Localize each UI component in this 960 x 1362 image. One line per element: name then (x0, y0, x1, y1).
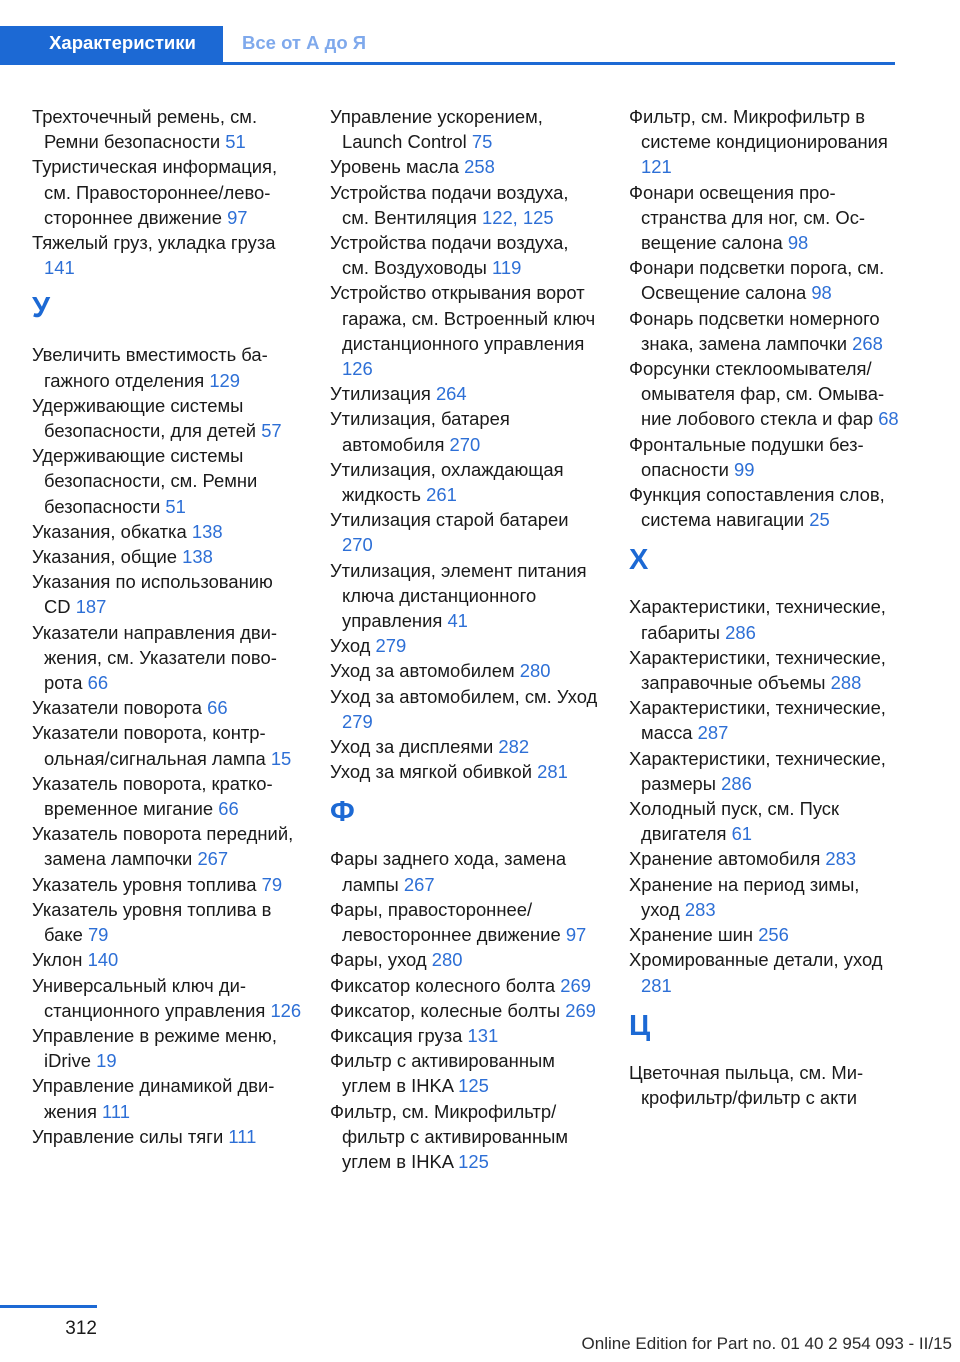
index-entry-text: Указатель поворота, кратковременное мигание (32, 772, 273, 820)
index-entry (629, 872, 899, 922)
index-letter-heading: Х (629, 544, 649, 577)
index-entry-text: Фары, уход (330, 949, 427, 971)
page-reference-link[interactable]: 111 (228, 1125, 257, 1147)
page-reference-link[interactable]: 267 (197, 848, 229, 870)
index-entry (330, 947, 600, 972)
index-entry (629, 306, 899, 356)
page-reference-link[interactable]: 256 (758, 924, 789, 946)
index-letter-heading: У (32, 292, 51, 325)
index-entry (330, 1023, 600, 1048)
index-entry (330, 104, 600, 154)
page-reference-link[interactable]: 138 (182, 546, 213, 568)
page-reference-link[interactable]: 258 (464, 156, 495, 178)
page-reference-link[interactable]: 141 (44, 257, 75, 279)
footer-rule (0, 1305, 97, 1308)
page-reference-link[interactable]: 288 (830, 672, 862, 694)
index-entry (330, 154, 600, 179)
index-entry (330, 457, 600, 507)
index-entry (629, 180, 899, 256)
page-reference-link[interactable]: 119 (491, 257, 522, 279)
page-reference-link[interactable]: 283 (684, 898, 716, 920)
index-entry (32, 620, 302, 696)
index-entry-text: Указатель уровня топлива в баке (32, 898, 272, 946)
index-entry-text: Утилизация, охлаждающая жидкость (330, 458, 564, 506)
index-entry-text: Фильтр, см. Микрофильтр в системе кондиционирования (629, 106, 888, 153)
page-reference-link[interactable]: 126 (342, 358, 373, 380)
index-letter-heading: Ф (330, 796, 355, 829)
page-reference-link[interactable]: 51 (225, 131, 246, 153)
index-column-1 (32, 104, 302, 1149)
index-entry-text: Фильтр с активированным углем в IHKA (330, 1050, 555, 1097)
page-reference-link[interactable]: 281 (641, 974, 672, 996)
index-entry-text: Удерживающие системы безопасности, см. Ремни безопасности (32, 445, 258, 517)
index-entry (629, 947, 899, 997)
index-entry-text: Указания по использованию CD (32, 571, 273, 618)
index-entry-text: Фонари подсветки порога, см. Освещение салона (629, 257, 885, 304)
index-entry (330, 998, 600, 1023)
page-reference-link[interactable]: 129 (209, 369, 241, 391)
index-entry (32, 154, 302, 230)
index-entry-text: Уход за автомобилем, см. Уход (330, 685, 598, 707)
index-entry (330, 846, 600, 896)
page-reference-link[interactable]: 57 (261, 420, 282, 442)
index-entry-text: Цветочная пыльца, см. Микрофильтр/фильтр с акти (629, 1061, 864, 1108)
page-reference-link[interactable]: 122, 125 (481, 206, 554, 228)
index-entry-text: Удерживающие системы безопасности, для детей (32, 394, 257, 442)
page-reference-link[interactable]: 97 (227, 206, 248, 228)
index-entry (32, 1073, 302, 1123)
page-number: 312 (65, 1318, 97, 1339)
page-reference-link[interactable]: 282 (498, 736, 530, 758)
index-entry-text: Хранение на период зимы, уход (629, 873, 860, 920)
index-entry (330, 507, 600, 557)
index-entry (330, 897, 600, 947)
page-reference-link[interactable]: 121 (641, 156, 672, 178)
index-entry-text: Тяжелый груз, укладка груза (32, 232, 276, 254)
index-entry-text: Фонарь подсветки номерного знака, замена лампочки (629, 307, 880, 354)
index-entry-text: Указатели поворота, контрольная/сигнальная лампа (32, 722, 266, 769)
index-entry (330, 658, 600, 683)
index-entry (629, 255, 899, 305)
page-reference-link[interactable]: 281 (537, 761, 568, 783)
index-entry (629, 104, 899, 180)
index-column-2 (330, 104, 600, 1174)
index-entry (629, 594, 899, 644)
page-reference-link[interactable]: 15 (270, 747, 292, 769)
index-entry (32, 872, 302, 897)
index-entry-text: Управление в режиме меню, iDrive (32, 1024, 277, 1072)
page-reference-link[interactable]: 19 (96, 1050, 117, 1072)
index-entry-text: Управление ускорением, Launch Control (330, 106, 543, 153)
index-entry-text: Управление силы тяги (32, 1125, 224, 1147)
index-entry (32, 947, 302, 972)
index-entry (330, 230, 600, 280)
index-entry-text: Форсунки стеклоомывателя/ омывателя фар, см. Омывание лобового стекла и фар (629, 358, 885, 430)
index-entry-text: Хромированные детали, уход (629, 949, 883, 971)
index-entry (629, 922, 899, 947)
index-entry-text: Утилизация, элемент питания ключа дистанционного управления (330, 559, 587, 632)
index-entry (330, 973, 600, 998)
index-entry-text: Характеристики, технические, заправочные объемы (629, 646, 886, 694)
page-reference-link[interactable]: 126 (270, 999, 302, 1021)
index-entry (32, 720, 302, 770)
index-entry-text: Утилизация старой батареи (330, 509, 569, 531)
index-entry-text: Фиксация груза (330, 1024, 463, 1046)
page-reference-link[interactable]: 270 (342, 534, 373, 556)
page-reference-link[interactable]: 286 (725, 621, 756, 643)
index-entry-text: Холодный пуск, см. Пуск двигателя (629, 798, 840, 845)
index-entry-text: Характеристики, технические, габариты (629, 596, 886, 643)
page-reference-link[interactable]: 261 (426, 484, 457, 506)
index-entry (629, 432, 899, 482)
page-reference-link[interactable]: 66 (87, 672, 109, 694)
page-reference-link[interactable]: 140 (87, 949, 119, 971)
index-entry (629, 1060, 899, 1110)
index-entry (32, 821, 302, 871)
page-reference-link[interactable]: 286 (721, 772, 752, 794)
index-entry-text: Устройства подачи воздуха, см. Вентиляция (330, 181, 569, 228)
page-reference-link[interactable]: 283 (825, 848, 857, 870)
page-reference-link[interactable]: 280 (519, 660, 551, 682)
index-column-3 (629, 104, 899, 1110)
page-reference-link[interactable]: 280 (431, 949, 463, 971)
tab-a-to-z[interactable]: Все от А до Я (242, 32, 367, 53)
index-entry-text: Указания, общие (32, 546, 177, 568)
page-reference-link[interactable]: 267 (403, 873, 435, 895)
index-entry (330, 280, 600, 381)
index-entry-text: Трехточечный ремень, см. Ремни безопасности (32, 106, 258, 153)
page-reference-link[interactable]: 98 (787, 232, 809, 254)
page-reference-link[interactable]: 75 (471, 131, 493, 153)
index-entry (629, 695, 899, 745)
index-entry (32, 1023, 302, 1073)
index-entry (32, 104, 302, 154)
index-entry-text: Утилизация, батарея автомобиля (330, 408, 510, 455)
index-entry (330, 381, 600, 406)
index-entry-text: Фронтальные подушки безопасности (629, 433, 864, 480)
edition-note: Online Edition for Part no. 01 40 2 954 093 - II/15 (581, 1334, 952, 1353)
index-entry-text: Уклон (32, 949, 83, 971)
tab-characteristics[interactable]: Характеристики (0, 26, 223, 62)
page-reference-link[interactable]: 25 (809, 509, 830, 531)
index-entry-text: Уход (330, 635, 371, 657)
page-reference-link[interactable]: 99 (734, 458, 755, 480)
page-reference-link[interactable]: 79 (261, 873, 283, 895)
index-entry-text: Увеличить вместимость багажного отделения (32, 344, 268, 391)
page-reference-link[interactable]: 111 (102, 1100, 130, 1122)
index-entry (629, 746, 899, 796)
index-letter-heading: Ц (629, 1009, 651, 1042)
index-entry (32, 519, 302, 544)
page-reference-link[interactable]: 61 (731, 823, 753, 845)
page-reference-link[interactable]: 268 (852, 332, 883, 354)
page-reference-link[interactable]: 125 (458, 1075, 489, 1097)
page-reference-link[interactable]: 51 (165, 495, 186, 517)
index-entry (330, 1099, 600, 1175)
index-entry (32, 973, 302, 1023)
index-entry-text: Уровень масла (330, 156, 459, 178)
index-entry (32, 230, 302, 280)
index-entry-text: Указания, обкатка (32, 520, 187, 542)
index-entry (32, 569, 302, 619)
index-entry-text: Уход за автомобилем (330, 660, 515, 682)
page-reference-link[interactable]: 138 (191, 520, 223, 542)
index-entry-text: Характеристики, технические, размеры (629, 747, 886, 794)
index-entry (629, 645, 899, 695)
index-entry-text: Хранение автомобиля (629, 848, 821, 870)
index-entry-text: Фары, правостороннее/ левостороннее движение (330, 898, 561, 946)
index-entry-text: Указатель поворота передний, замена лампочки (32, 823, 294, 870)
index-entry (330, 633, 600, 658)
index-entry (32, 897, 302, 947)
index-entry (330, 180, 600, 230)
index-entry-text: Утилизация (330, 383, 431, 405)
index-entry-text: Характеристики, технические, масса (629, 697, 886, 744)
header-tabs (0, 26, 895, 65)
index-entry-text: Фонари освещения пространства для ног, см. Освещение салона (629, 181, 866, 254)
page-reference-link[interactable]: 66 (218, 798, 239, 820)
index-entry (629, 846, 899, 871)
index-entry-text: Универсальный ключ дистанционного управления (32, 974, 266, 1021)
page-reference-link[interactable]: 66 (207, 697, 228, 719)
index-entry (32, 544, 302, 569)
index-entry-text: Уход за мягкой обивкой (330, 761, 533, 783)
index-entry (330, 558, 600, 634)
index-entry-text: Функция сопоставления слов, система навигации (629, 484, 885, 531)
index-entry-text: Управление динамикой движения (32, 1075, 275, 1122)
index-entry-text: Туристическая информация, см. Правостороннее/левостороннее движение (32, 156, 278, 228)
index-entry-text: Хранение шин (629, 924, 754, 946)
index-entry-text: Указатели направления движения, см. Указатели поворота (32, 621, 278, 694)
page-reference-link[interactable]: 79 (87, 924, 109, 946)
page-reference-link[interactable]: 269 (565, 999, 596, 1021)
index-entry (32, 1124, 302, 1149)
page-reference-link[interactable]: 287 (697, 722, 729, 744)
index-entry-text: Фиксатор, колесные болты (330, 999, 561, 1021)
index-entry (629, 356, 899, 432)
index-entry-text: Устройства подачи воздуха, см. Воздуховоды (330, 232, 569, 279)
index-entry (629, 796, 899, 846)
index-entry-text: Устройство открывания ворот гаража, см. Встроенный ключ дистанционного управления (330, 282, 596, 354)
index-entry (629, 482, 899, 532)
page-reference-link[interactable]: 279 (342, 710, 373, 732)
index-entry-text: Уход за дисплеями (330, 736, 494, 758)
page-reference-link[interactable]: 269 (560, 974, 591, 996)
index-entry (330, 1048, 600, 1098)
index-entry (330, 406, 600, 456)
index-entry-text: Указатели поворота (32, 697, 203, 719)
index-entry (330, 684, 600, 734)
page-reference-link[interactable]: 98 (811, 282, 832, 304)
index-entry (330, 759, 600, 784)
page-reference-link[interactable]: 97 (565, 924, 587, 946)
index-entry (330, 734, 600, 759)
index-entry-text: Указатель уровня топлива (32, 873, 257, 895)
index-entry (32, 342, 302, 392)
page-reference-link[interactable]: 264 (435, 383, 467, 405)
index-entry-text: Фиксатор колесного болта (330, 974, 556, 996)
index-entry (32, 393, 302, 443)
page-reference-link[interactable]: 125 (458, 1150, 489, 1172)
page-reference-link[interactable]: 187 (75, 596, 107, 618)
page-reference-link[interactable]: 41 (447, 610, 468, 632)
index-entry (32, 443, 302, 519)
page-reference-link[interactable]: 68 (878, 408, 899, 430)
index-entry (32, 695, 302, 720)
index-entry-text: Фары заднего хода, замена лампы (330, 848, 567, 895)
page-reference-link[interactable]: 279 (375, 635, 407, 657)
page-reference-link[interactable]: 270 (449, 433, 481, 455)
index-entry-text: Фильтр, см. Микрофильтр/ фильтр с активированным углем в IHKA (330, 1100, 568, 1172)
page-reference-link[interactable]: 131 (467, 1024, 499, 1046)
index-entry (32, 771, 302, 821)
